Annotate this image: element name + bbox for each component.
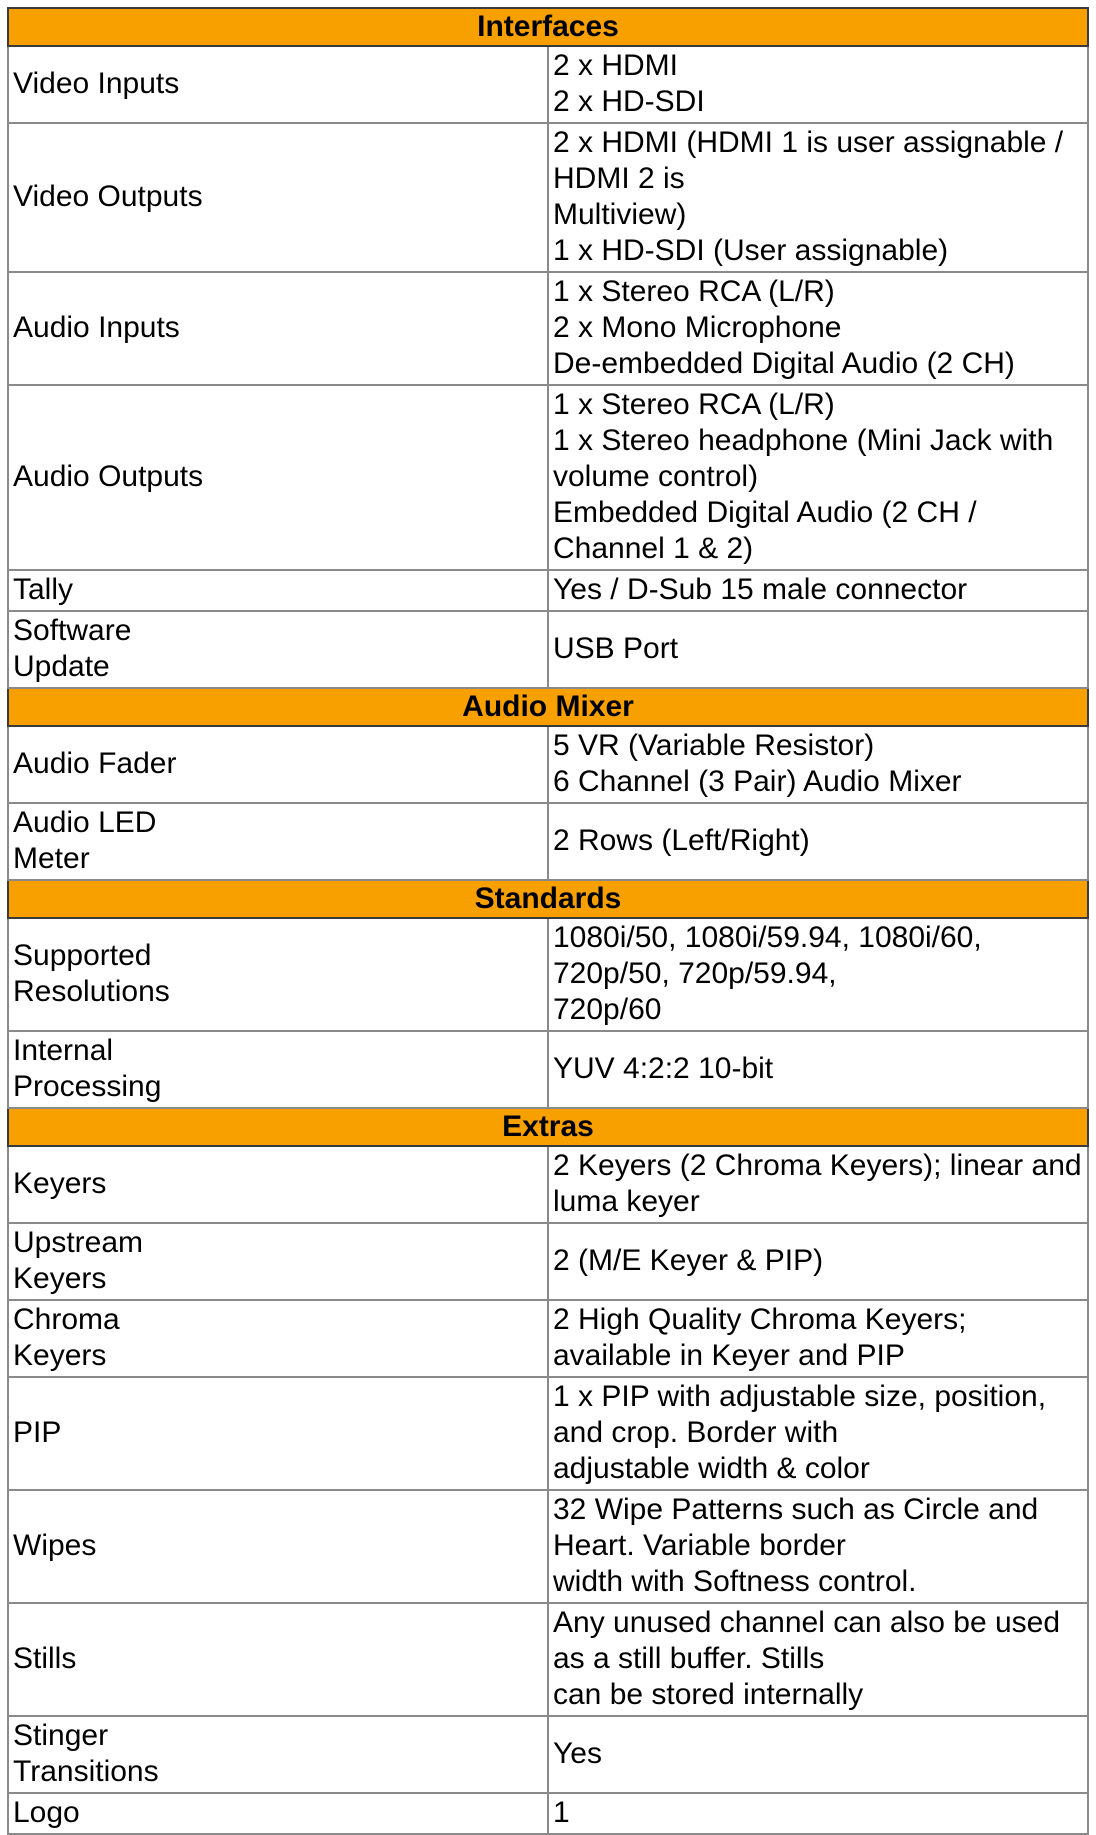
spec-label: Stills [8, 1603, 548, 1716]
section-header-audio-mixer [8, 688, 1088, 726]
spec-value: 2 (M/E Keyer & PIP) [548, 1223, 1088, 1300]
spec-value: Yes / D-Sub 15 male connector [548, 570, 1088, 611]
spec-row-chroma-keyers [8, 1300, 1088, 1377]
spec-row-audio-fader [8, 726, 1088, 803]
spec-row-video-outputs [8, 123, 1088, 272]
spec-row-stills [8, 1603, 1088, 1716]
spec-label: Internal Processing [8, 1031, 548, 1108]
section-header-standards [8, 880, 1088, 918]
spec-value: 2 Keyers (2 Chroma Keyers); linear and luma keyer [548, 1146, 1088, 1223]
spec-value: 1 x Stereo RCA (L/R) 2 x Mono Microphone De-embedded Digital Audio (2 CH) [548, 272, 1088, 385]
spec-value: 5 VR (Variable Resistor) 6 Channel (3 Pair) Audio Mixer [548, 726, 1088, 803]
spec-label: Logo [8, 1793, 548, 1834]
spec-row-tally [8, 570, 1088, 611]
spec-value: Yes [548, 1716, 1088, 1793]
spec-row-audio-led-meter [8, 803, 1088, 880]
spec-label: Tally [8, 570, 548, 611]
spec-row-audio-outputs [8, 385, 1088, 570]
spec-row-video-inputs [8, 46, 1088, 123]
spec-label: Video Outputs [8, 123, 548, 272]
spec-label: Video Inputs [8, 46, 548, 123]
spec-label: Keyers [8, 1146, 548, 1223]
spec-row-internal-processing [8, 1031, 1088, 1108]
spec-row-software-update [8, 611, 1088, 688]
spec-label: PIP [8, 1377, 548, 1490]
section-title: Audio Mixer [8, 688, 1088, 726]
spec-label: Supported Resolutions [8, 918, 548, 1031]
spec-label: Audio Outputs [8, 385, 548, 570]
spec-label: Stinger Transitions [8, 1716, 548, 1793]
spec-value: USB Port [548, 611, 1088, 688]
spec-value: 1 x PIP with adjustable size, position, and crop. Border with adjustable width & color [548, 1377, 1088, 1490]
spec-table-body [8, 8, 1088, 1834]
section-header-interfaces [8, 8, 1088, 46]
spec-row-supported-resolutions [8, 918, 1088, 1031]
spec-label: Audio LED Meter [8, 803, 548, 880]
spec-value: 2 x HDMI (HDMI 1 is user assignable / HDMI 2 is Multiview) 1 x HD-SDI (User assignable) [548, 123, 1088, 272]
spec-value: 1080i/50, 1080i/59.94, 1080i/60, 720p/50, 720p/59.94, 720p/60 [548, 918, 1088, 1031]
spec-value: 32 Wipe Patterns such as Circle and Heart. Variable border width with Softness control. [548, 1490, 1088, 1603]
spec-row-stinger-transitions [8, 1716, 1088, 1793]
section-title: Extras [8, 1108, 1088, 1146]
spec-value: 1 [548, 1793, 1088, 1834]
spec-value: Any unused channel can also be used as a still buffer. Stills can be stored internally [548, 1603, 1088, 1716]
spec-table [7, 7, 1089, 1835]
spec-row-wipes [8, 1490, 1088, 1603]
spec-label: Upstream Keyers [8, 1223, 548, 1300]
section-title: Interfaces [8, 8, 1088, 46]
spec-row-pip [8, 1377, 1088, 1490]
spec-row-upstream-keyers [8, 1223, 1088, 1300]
spec-value: 1 x Stereo RCA (L/R) 1 x Stereo headphone (Mini Jack with volume control) Embedded Digital Audio (2 CH / Channel 1 & 2) [548, 385, 1088, 570]
spec-label: Software Update [8, 611, 548, 688]
spec-label: Audio Inputs [8, 272, 548, 385]
section-title: Standards [8, 880, 1088, 918]
spec-row-audio-inputs [8, 272, 1088, 385]
spec-label: Audio Fader [8, 726, 548, 803]
spec-value: 2 Rows (Left/Right) [548, 803, 1088, 880]
spec-row-logo [8, 1793, 1088, 1834]
spec-label: Wipes [8, 1490, 548, 1603]
spec-value: 2 x HDMI 2 x HD-SDI [548, 46, 1088, 123]
spec-label: Chroma Keyers [8, 1300, 548, 1377]
spec-row-keyers [8, 1146, 1088, 1223]
spec-value: YUV 4:2:2 10-bit [548, 1031, 1088, 1108]
spec-value: 2 High Quality Chroma Keyers; available in Keyer and PIP [548, 1300, 1088, 1377]
section-header-extras [8, 1108, 1088, 1146]
